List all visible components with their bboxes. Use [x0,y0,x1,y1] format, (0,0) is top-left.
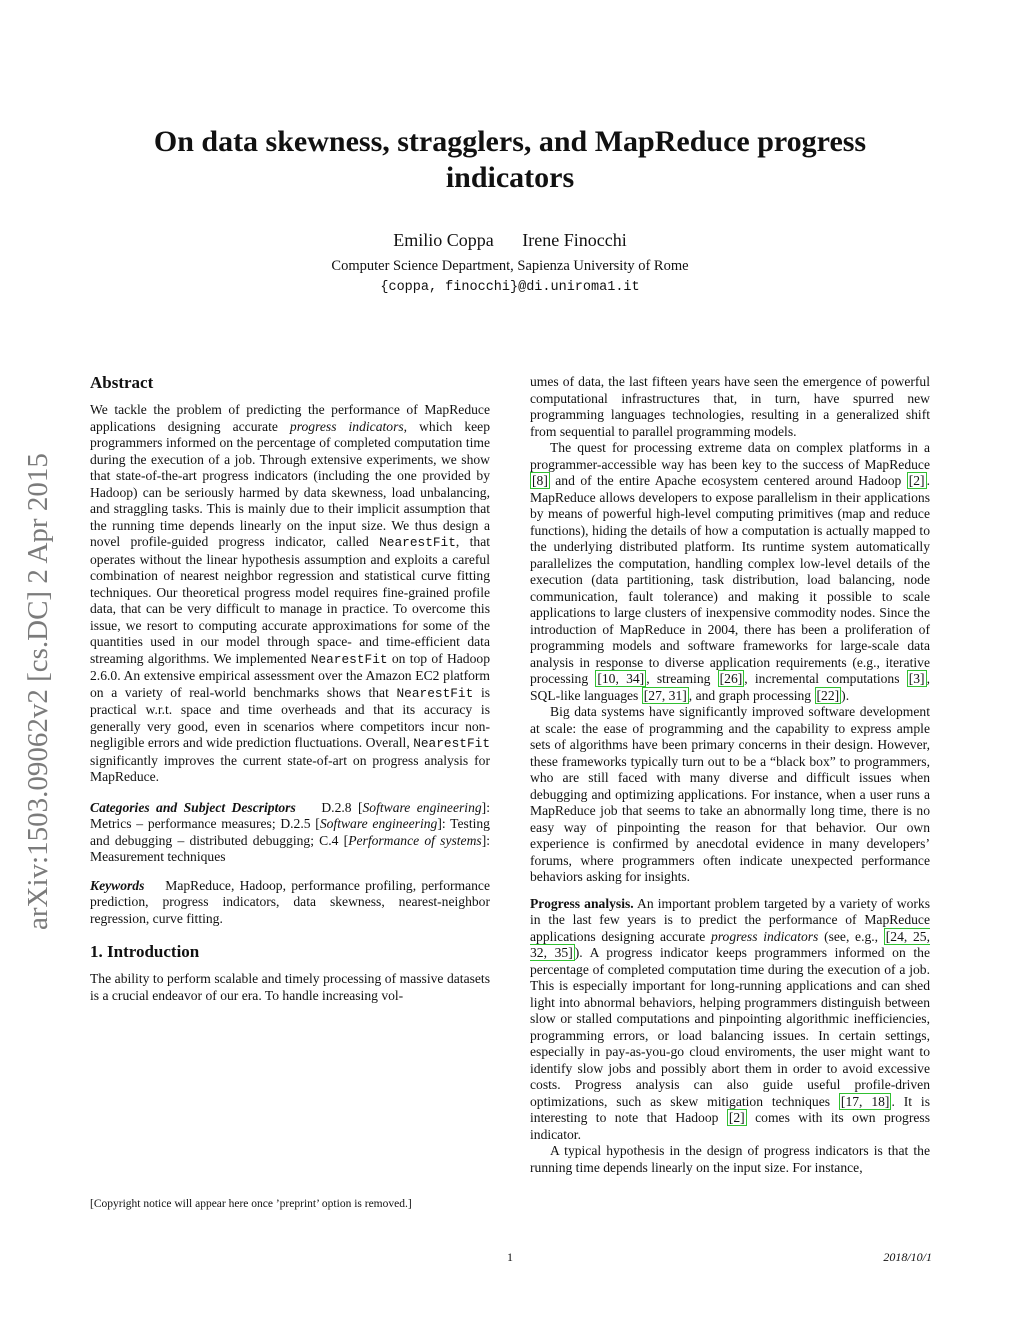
author-email: {coppa, finocchi}@di.uniroma1.it [380,280,640,295]
citation-link[interactable]: [17, 18] [840,1093,890,1109]
author-name: Emilio Coppa [393,230,494,250]
page-number: 1 [507,1250,513,1264]
right-column [530,374,930,1176]
body-paragraph: umes of data, the last fifteen years have seen the emergence of powerful computational infrastructures that, in turn, have spurred new programming languages technologies, resulting in a generalized shift from sequential to parallel programming models. [530,374,930,439]
citation-link[interactable]: [8] [532,473,548,488]
author-name: Irene Finocchi [522,230,627,250]
introduction-paragraph: The ability to perform scalable and timely processing of massive datasets is a crucial endeavor of our era. To handle increasing vol- [90,971,490,1003]
citation-link[interactable]: [24, 25, 32, 35] [530,928,930,960]
body-paragraph: A typical hypothesis in the design of progress indicators is that the running time depends linearly on the input size. For instance, [530,1143,930,1175]
keywords-label: Keywords [90,877,145,893]
left-column [90,372,490,1004]
paper-title: On data skewness, stragglers, and MapReduce progress indicators [153,125,867,194]
citation-link[interactable]: [3] [908,671,925,686]
copyright-notice: [Copyright notice will appear here once ’preprint’ option is removed.] [90,1198,412,1210]
categories-label: Categories and Subject Descriptors [90,799,296,815]
citation-link[interactable]: [22] [816,687,840,703]
citation-link[interactable]: [27, 31] [643,687,687,703]
footer-date: 2018/10/1 [883,1250,932,1264]
keywords-block: Keywords MapReduce, Hadoop, performance profiling, performance prediction, progress indicators, data skewness, nearest-neighbor regression, curve fitting. [90,877,490,926]
citation-link[interactable]: [2] [728,1110,745,1125]
citation-link[interactable]: [10, 34] [597,671,645,686]
affiliation: Computer Science Department, Sapienza University of Rome [331,258,689,274]
categories-block: Categories and Subject Descriptors D.2.8 [Software engineering]: Metrics – performance measures; D.2.5 [Software engineering]: Testing and debugging – distributed debugging; C.4 [Performance of systems]: Measurement techniques [90,799,490,864]
citation-link[interactable]: [2] [908,473,925,488]
paragraph-run-in-heading: Progress analysis. [530,895,634,911]
body-paragraph: Big data systems have significantly improved software development at scale: the ease of programming and the capability to express ample sets of algorithms have been primary concerns in their design. However, these frameworks typically turn out to be a “black box” to programmers, who are still faced with many diverse and difficult issues when debugging and optimizing applications. For instance, when a user runs a MapReduce job that seems to take an abnormally long time, there is no easy way of pinpointing the reason for that behavior. Our own experience is confirmed by anecdotal evidence in many developers’ forums, where programmers often indicate unexpected performance behaviors asking for insights. [530,704,930,884]
citation-link[interactable]: [26] [719,671,743,686]
arxiv-identifier-stamp: arXiv:1503.09062v2 [cs.DC] 2 Apr 2015 [22,453,54,930]
body-paragraph: The quest for processing extreme data on complex platforms in a programmer-accessible way has been key to the success of MapReduce [8] and of the entire Apache ecosystem centered around Hadoop [2] . MapReduce allows developers to expose parallelism in their applications by means of powerful high-level computing primitives (map and reduce functions), hiding the details of how a computation is actually mapped to the underlying distributed platform. Its runtime system automatically parallelizes the computation, handling complex low-level details of the execution (data partitioning, task distribution, load balancing, node communication, fault tolerance) and making it possible to scale applications to large clusters of inexpensive commodity nodes. Since the introduction of MapReduce in 2004, there has been a proliferation of programming models and software frameworks for large-scale data analysis in response to diverse application requirements (e.g., iterative processing [10, 34] , streaming [26] , incremental computations [3] , SQL-like languages [27, 31] , and graph processing [22] ). [530,440,930,703]
author-list [200,228,820,252]
abstract-heading: Abstract [90,373,154,392]
progress-analysis-paragraph: Progress analysis. An important problem targeted by a variety of works in the last few years is to predict the performance of MapReduce applications designing accurate progress indicators (see, e.g., [24, 25, 32, 35] ). A progress indicator keeps programmers informed on the percentage of completed computation time during the execution of a job. This is especially important for long-running applications and can shed light into abnormal behaviors, helping programmers distinguish between slow or stalled computations and pinpointing algorithmic inefficiencies, programming errors, or load balancing issues. In certain settings, especially in pay-as-you-go cloud enviroments, the user might want to identify slow jobs and possibly abort them in order to avoid excessive costs. Progress analysis can also guide useful profile-driven optimizations, such as skew mitigation techniques [17, 18] . It is interesting to note that Hadoop [2] comes with its own progress indicator. [530,895,930,1142]
introduction-heading: 1. Introduction [90,942,200,961]
abstract-text: We tackle the problem of predicting the performance of MapReduce applications designing accurate progress indicators, which keep programmers informed on the percentage of completed computation time during the execution of a job. Through extensive experiments, we show that state-of-the-art progress indicators (including the one provided by Hadoop) can be seriously harmed by data skewness, load unbalancing, and straggling tasks. This is mainly due to their implicit assumption that the running time depends linearly on the input size. We thus design a novel profile-guided progress indicator, called NearestFit, that operates without the linear hypothesis assumption and exploits a careful combination of nearest neighbor regression and statistical curve fitting techniques. Our theoretical progress model requires fine-grained profile data, that can be very difficult to manage in practice. To overcome this issue, we resort to computing accurate approximations for some of the quantities used in our model through space- and time-efficient data streaming algorithms. We implemented NearestFit on top of Hadoop 2.6.0. An extensive empirical assessment over the Amazon EC2 platform on a variety of real-world benchmarks shows that NearestFit is practical w.r.t. space and time overheads and that its accuracy is generally very good, even in scenarios where competitors incur non-negligible errors and wide prediction fluctuations. Overall, NearestFit significantly improves the current state-of-art on progress analysis for MapReduce. [90,402,491,784]
